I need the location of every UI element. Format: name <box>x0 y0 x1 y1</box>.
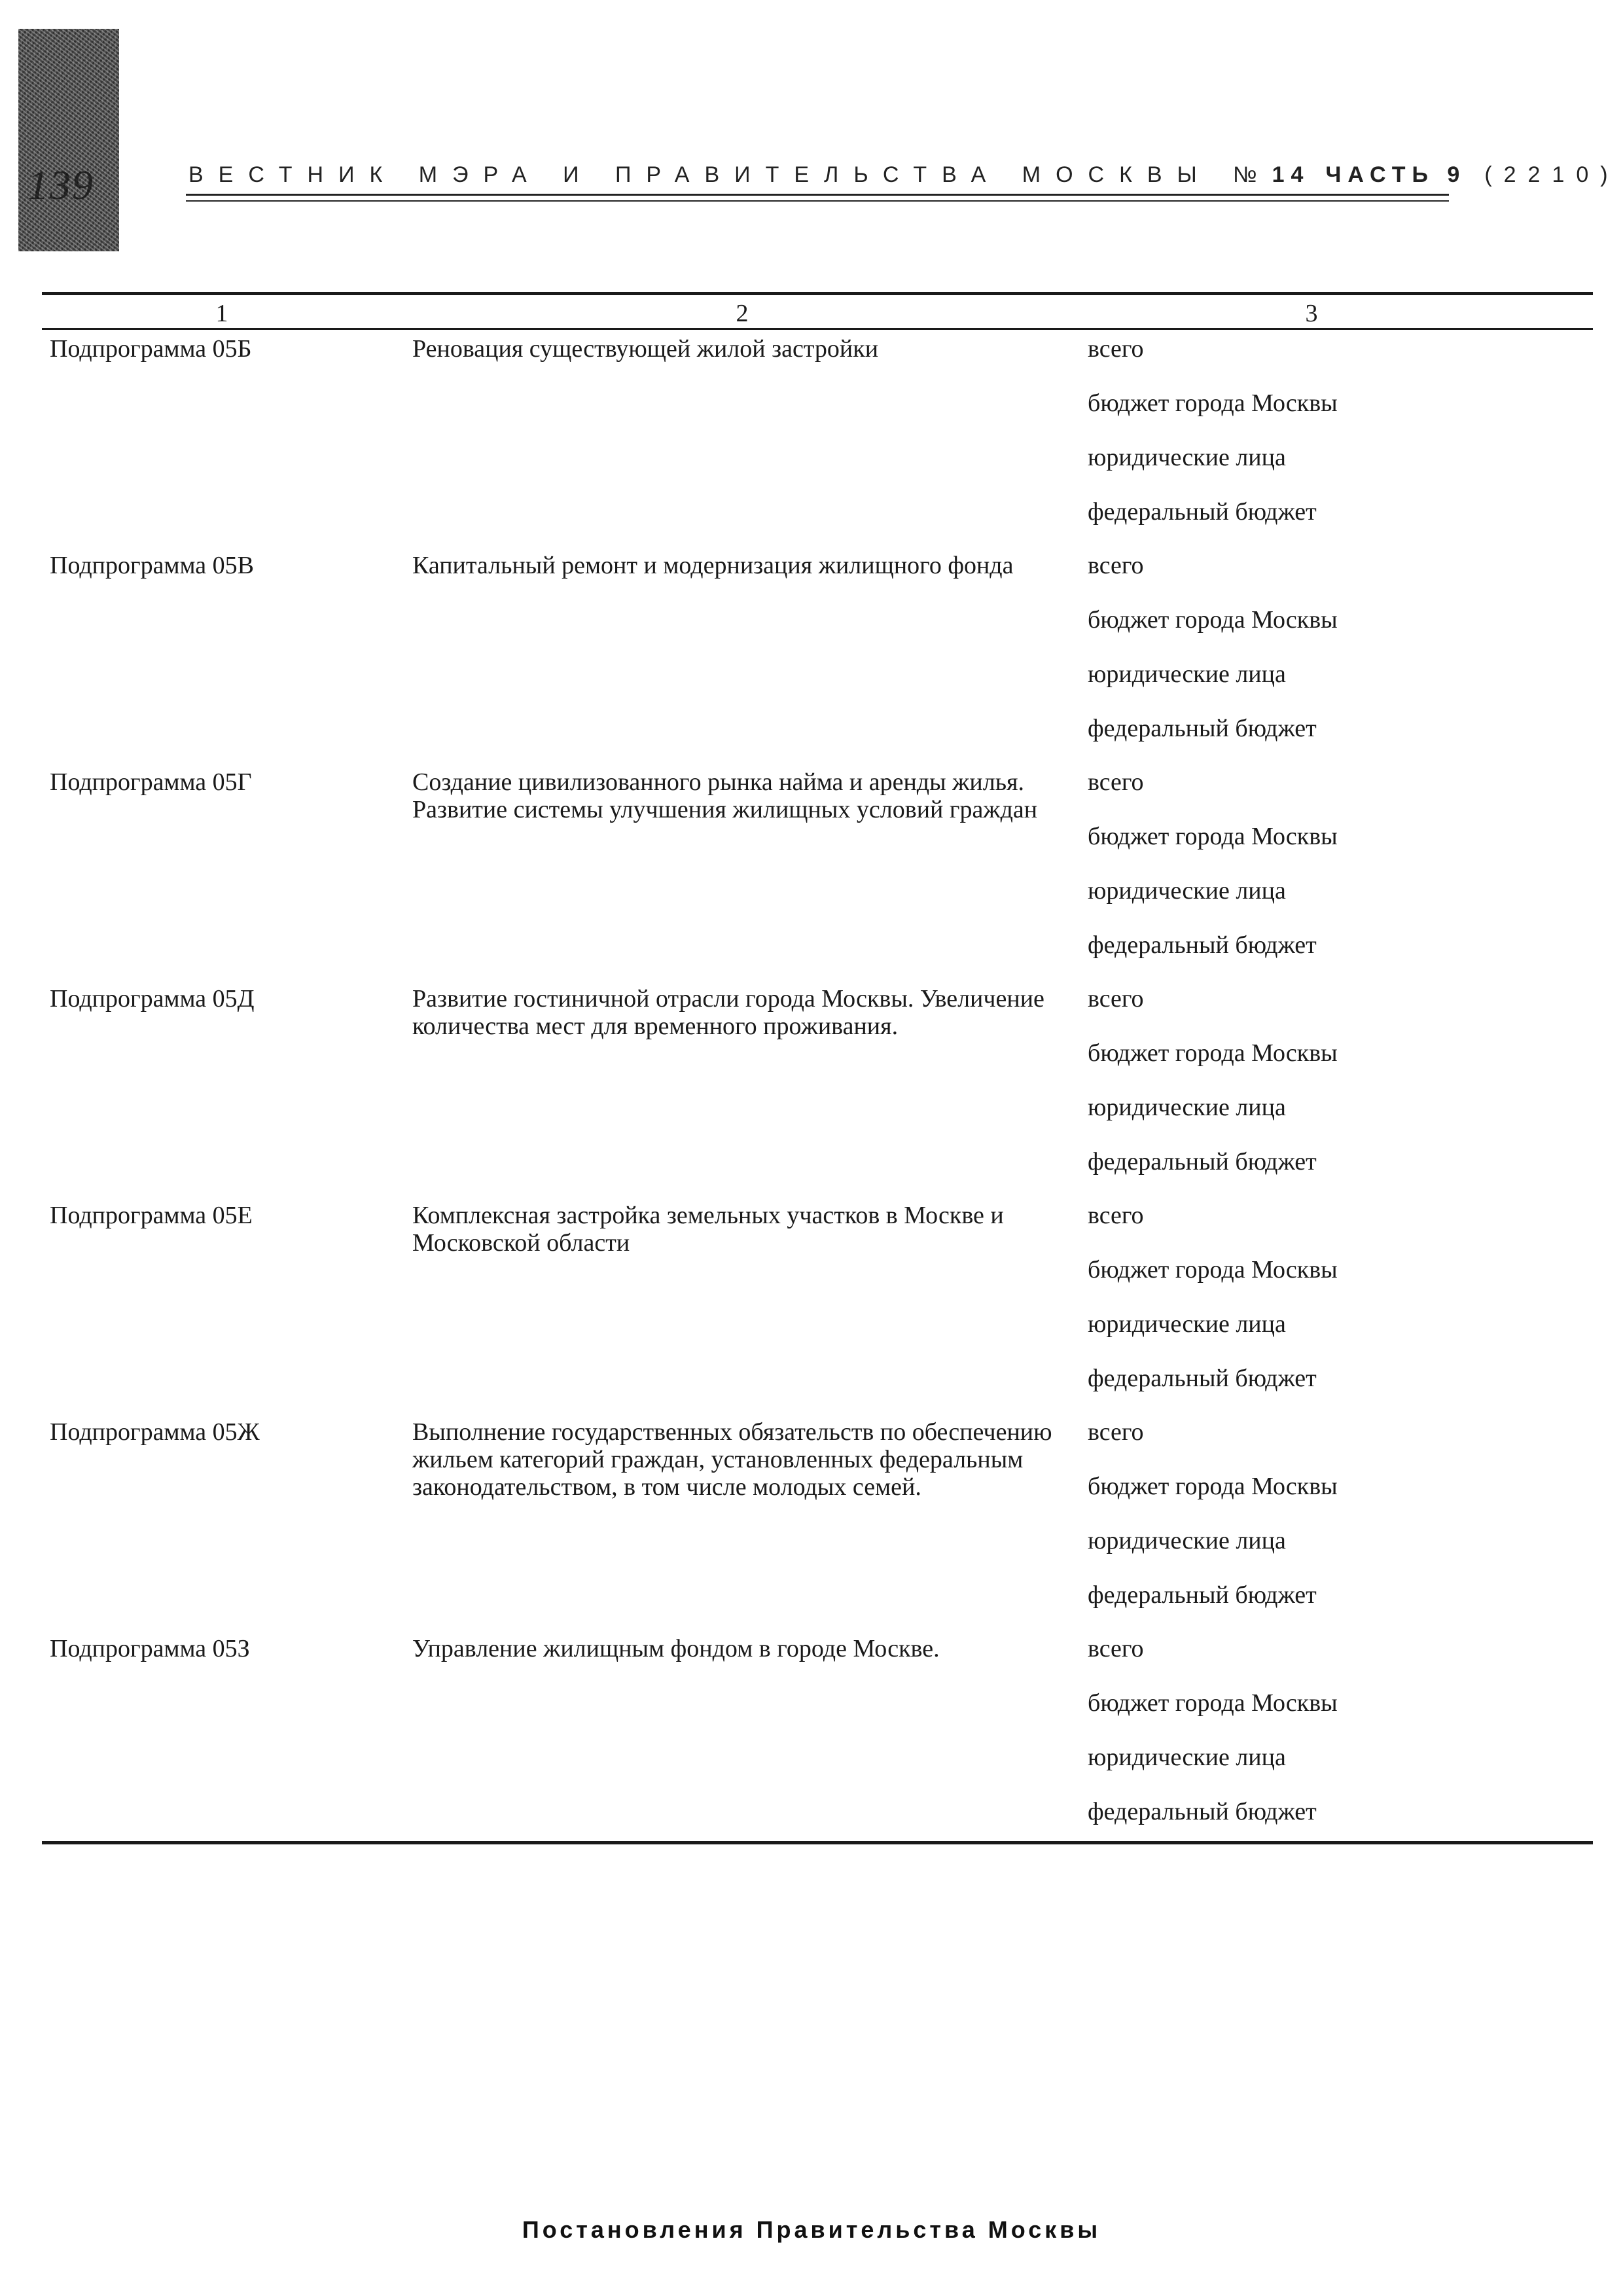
funding-source: юридические лица <box>1088 1744 1286 1771</box>
subprogram-title: Комплексная застройка земельных участков в Москве и Московской области <box>412 1202 1004 1257</box>
part-label: ЧАСТЬ 9 <box>1325 162 1467 187</box>
program-table <box>42 292 1593 1844</box>
table-row <box>42 1418 1593 1635</box>
funding-source: бюджет города Москвы <box>1088 823 1338 850</box>
subprogram-code: Подпрограмма 05Д <box>50 985 255 1013</box>
funding-source: юридические лица <box>1088 877 1286 905</box>
page-number-badge <box>18 29 119 251</box>
funding-source: федеральный бюджет <box>1088 1148 1317 1175</box>
subprogram-title: Капитальный ремонт и модернизация жилищного фонда <box>412 552 1014 579</box>
funding-source: всего <box>1088 552 1144 579</box>
table-row <box>42 768 1593 985</box>
column-header-2: 2 <box>736 300 749 327</box>
funding-source: юридические лица <box>1088 660 1286 688</box>
table-row <box>42 552 1593 768</box>
funding-source: бюджет города Москвы <box>1088 1039 1338 1067</box>
subprogram-title: Выполнение государственных обязательств по обеспечению жильем категорий граждан, установленных федеральным законодательством, в том числе молодых семей. <box>412 1418 1052 1501</box>
funding-source: бюджет города Москвы <box>1088 1256 1338 1283</box>
subprogram-title: Развитие гостиничной отрасли города Москвы. Увеличение количества мест для временного проживания. <box>412 985 1044 1040</box>
funding-source: всего <box>1088 768 1144 796</box>
table-body <box>42 330 1593 1852</box>
table-row <box>42 1635 1593 1852</box>
table-row <box>42 335 1593 552</box>
column-header-row <box>42 295 1593 328</box>
journal-title: ВЕСТНИК МЭРА И ПРАВИТЕЛЬСТВА МОСКВЫ № <box>188 162 1272 187</box>
subprogram-code: Подпрограмма 05Б <box>50 335 252 363</box>
funding-source-list <box>1088 768 1338 986</box>
funding-source: бюджет города Москвы <box>1088 1473 1338 1500</box>
subprogram-title: Реновация существующей жилой застройки <box>412 335 879 363</box>
subprogram-title: Создание цивилизованного рынка найма и аренды жилья. Развитие системы улучшения жилищных условий граждан <box>412 768 1038 823</box>
funding-source: федеральный бюджет <box>1088 1365 1317 1392</box>
header-rule <box>186 194 1449 196</box>
funding-source: федеральный бюджет <box>1088 715 1317 742</box>
funding-source: федеральный бюджет <box>1088 1798 1317 1825</box>
funding-source: всего <box>1088 1202 1144 1229</box>
running-header <box>188 162 1620 188</box>
issue-code: (2210) <box>1484 162 1620 187</box>
subprogram-code: Подпрограмма 05В <box>50 552 255 579</box>
issue-number: 14 <box>1272 162 1310 187</box>
funding-source: всего <box>1088 1418 1144 1446</box>
funding-source-list <box>1088 1202 1338 1419</box>
funding-source: бюджет города Москвы <box>1088 1689 1338 1717</box>
section-footer: Постановления Правительства Москвы <box>522 2216 1101 2243</box>
column-header-1: 1 <box>215 300 228 327</box>
funding-source: юридические лица <box>1088 1094 1286 1121</box>
funding-source-list <box>1088 335 1338 552</box>
funding-source: федеральный бюджет <box>1088 498 1317 526</box>
subprogram-code: Подпрограмма 05З <box>50 1635 250 1662</box>
page-number: 139 <box>27 162 94 208</box>
funding-source: всего <box>1088 985 1144 1013</box>
header-rule-secondary <box>186 200 1449 202</box>
funding-source: всего <box>1088 335 1144 363</box>
table-row <box>42 1202 1593 1418</box>
table-row <box>42 985 1593 1202</box>
funding-source: всего <box>1088 1635 1144 1662</box>
funding-source: юридические лица <box>1088 1310 1286 1338</box>
funding-source: бюджет города Москвы <box>1088 389 1338 417</box>
funding-source: юридические лица <box>1088 444 1286 471</box>
funding-source: федеральный бюджет <box>1088 931 1317 959</box>
subprogram-code: Подпрограмма 05Ж <box>50 1418 260 1446</box>
subprogram-code: Подпрограмма 05Е <box>50 1202 253 1229</box>
column-header-3: 3 <box>1305 300 1318 327</box>
funding-source: бюджет города Москвы <box>1088 606 1338 634</box>
subprogram-code: Подпрограмма 05Г <box>50 768 252 796</box>
funding-source: федеральный бюджет <box>1088 1581 1317 1609</box>
funding-source: юридические лица <box>1088 1527 1286 1554</box>
funding-source-list <box>1088 985 1338 1202</box>
funding-source-list <box>1088 1418 1338 1636</box>
funding-source-list <box>1088 552 1338 769</box>
funding-source-list <box>1088 1635 1338 1852</box>
subprogram-title: Управление жилищным фондом в городе Москве. <box>412 1635 940 1662</box>
